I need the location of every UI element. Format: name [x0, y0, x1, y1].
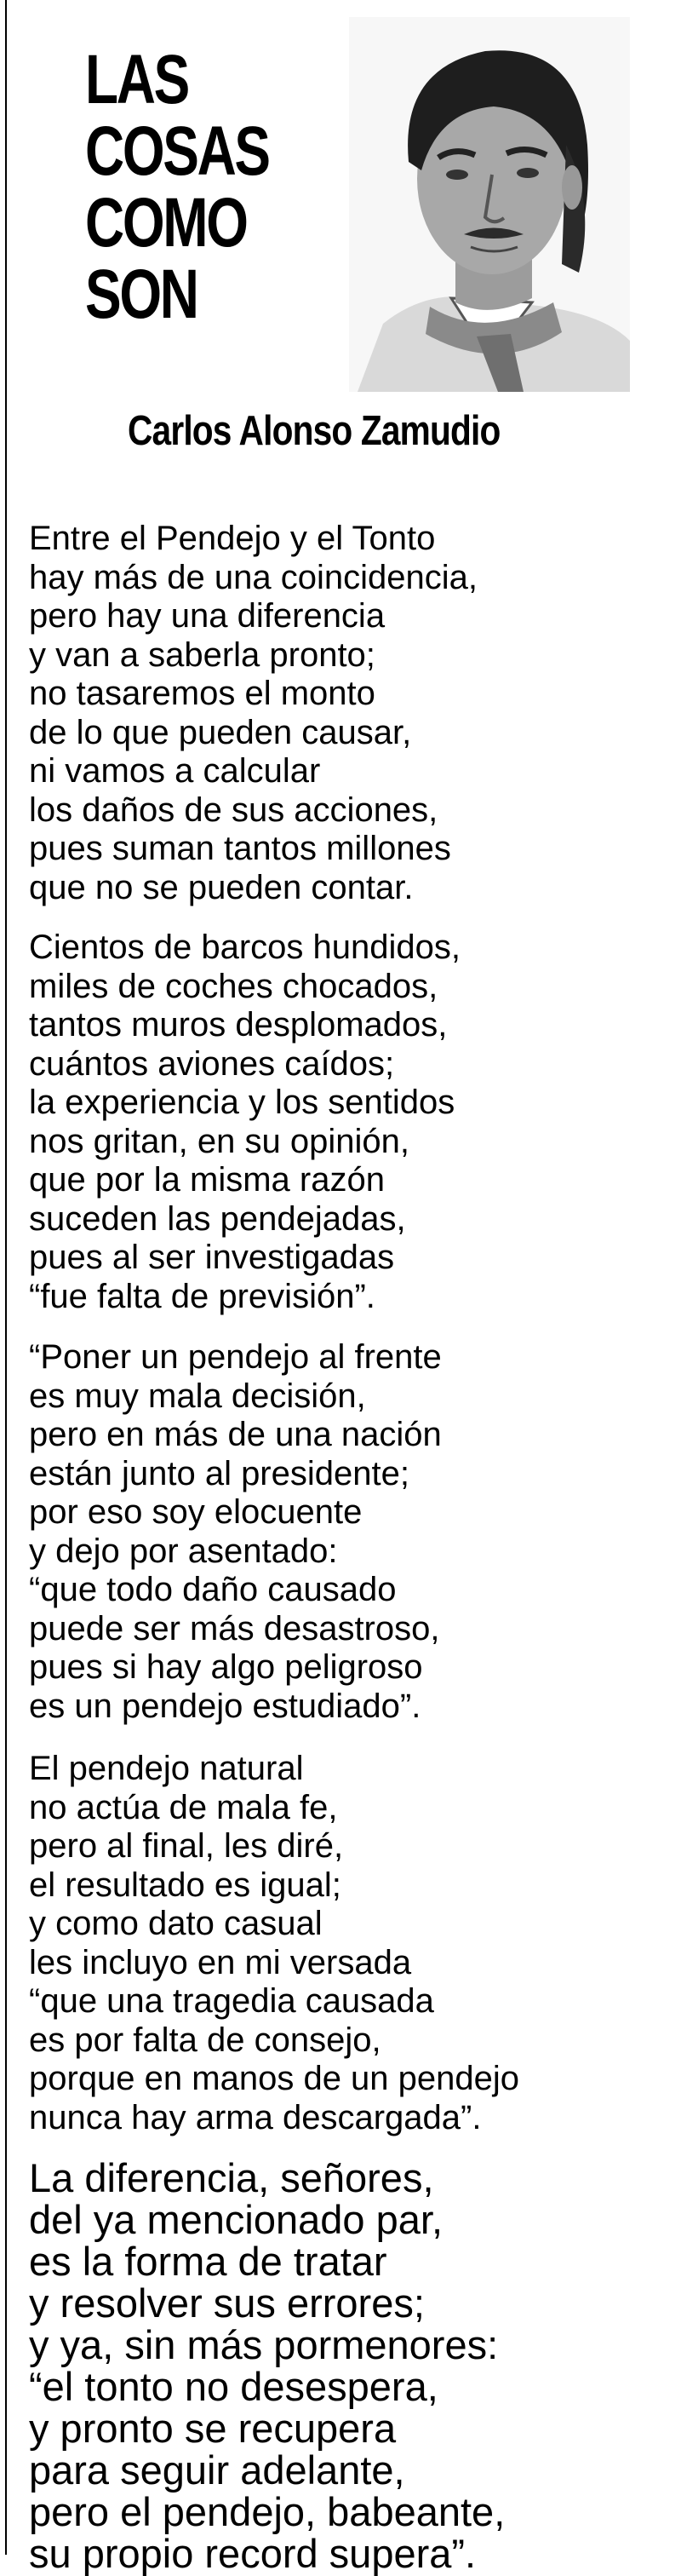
poem-line: y van a saberla pronto;: [29, 635, 375, 674]
poem-line: pues suman tantos millones: [29, 830, 451, 867]
poem-line: pues al ser investigadas: [29, 1239, 395, 1276]
title-line: LAS: [85, 41, 188, 118]
poem-line: Entre el Pendejo y el Tonto: [29, 520, 436, 557]
poem-line: puede ser más desastroso,: [29, 1609, 440, 1647]
poem-line: la experiencia y los sentidos: [29, 1084, 455, 1121]
poem-line: es por falta de consejo,: [29, 2021, 381, 2059]
poem-line: tantos muros desplomados,: [29, 1006, 448, 1044]
poem-line: porque en manos de un pendejo: [29, 2060, 520, 2097]
author-portrait: [349, 17, 630, 392]
column-header: [0, 0, 681, 477]
poem-line: nos gritan, en su opinión,: [29, 1122, 409, 1160]
poem-line: y resolver sus errores;: [29, 2280, 425, 2326]
poem-line: y pronto se recupera: [29, 2406, 397, 2451]
poem-line: les incluyo en mi versada: [29, 1943, 412, 1981]
poem-stanza: [29, 1338, 442, 1726]
poem-line: los daños de sus acciones,: [29, 791, 438, 829]
title-line: SON: [85, 256, 197, 333]
poem-line: es la forma de tratar: [29, 2239, 387, 2284]
poem-line: pero en más de una nación: [29, 1416, 442, 1453]
poem-line: pero al final, les diré,: [29, 1827, 344, 1865]
poem-line: no tasaremos el monto: [29, 675, 375, 712]
poem-line: que no se pueden contar.: [29, 868, 414, 906]
poem-line: “el tonto no desespera,: [29, 2364, 438, 2409]
column-title: [85, 41, 321, 333]
poem-line: que por la misma razón: [29, 1161, 385, 1199]
poem-line: de lo que pueden causar,: [29, 713, 412, 751]
poem-line: del ya mencionado par,: [29, 2197, 443, 2242]
poem-stanza: [29, 929, 461, 1316]
poem-line: ni vamos a calcular: [29, 752, 321, 790]
poem-line: hay más de una coincidencia,: [29, 558, 478, 596]
poem-line: por eso soy elocuente: [29, 1493, 363, 1531]
title-line: COSAS: [85, 112, 269, 190]
poem-line: el resultado es igual;: [29, 1866, 341, 1904]
poem-stanza: [29, 520, 478, 907]
title-line: COMO: [85, 184, 247, 262]
poem-line: y ya, sin más pormenores:: [29, 2322, 499, 2367]
poem-line: suceden las pendejadas,: [29, 1199, 406, 1238]
poem-line: “que una tragedia causada: [29, 1982, 434, 2020]
poem-line: no actúa de mala fe,: [29, 1788, 338, 1826]
poem-line: y dejo por asentado:: [29, 1532, 338, 1570]
poem-line: La diferencia, señores,: [29, 2155, 434, 2200]
poem-line: nunca hay arma descargada”.: [29, 2098, 482, 2136]
poem-line: “que todo daño causado: [29, 1571, 397, 1608]
poem-line: Cientos de barcos hundidos,: [29, 929, 461, 966]
poem-line: “Poner un pendejo al frente: [29, 1338, 442, 1376]
poem-line: su propio record supera”.: [29, 2531, 477, 2576]
poem-line: están junto al presidente;: [29, 1454, 409, 1492]
poem-line: cuántos aviones caídos;: [29, 1044, 395, 1083]
poem-line: y como dato casual: [29, 1905, 323, 1942]
poem-line: es un pendejo estudiado”.: [29, 1687, 421, 1725]
poem-line: “fue falta de previsión”.: [29, 1277, 375, 1315]
poem-line: pues si hay algo peligroso: [29, 1648, 423, 1686]
poem-stanza: [29, 1750, 519, 2137]
poem-line: El pendejo natural: [29, 1750, 304, 1787]
poem-line: pero el pendejo, babeante,: [29, 2489, 506, 2534]
poem-line: pero hay una diferencia: [29, 597, 386, 635]
poem-stanza: [29, 2157, 505, 2574]
poem-line: para seguir adelante,: [29, 2447, 405, 2493]
author-name: Carlos Alonso Zamudio: [128, 408, 501, 454]
poem-line: miles de coches chocados,: [29, 967, 438, 1005]
poem-line: es muy mala decisión,: [29, 1377, 366, 1415]
